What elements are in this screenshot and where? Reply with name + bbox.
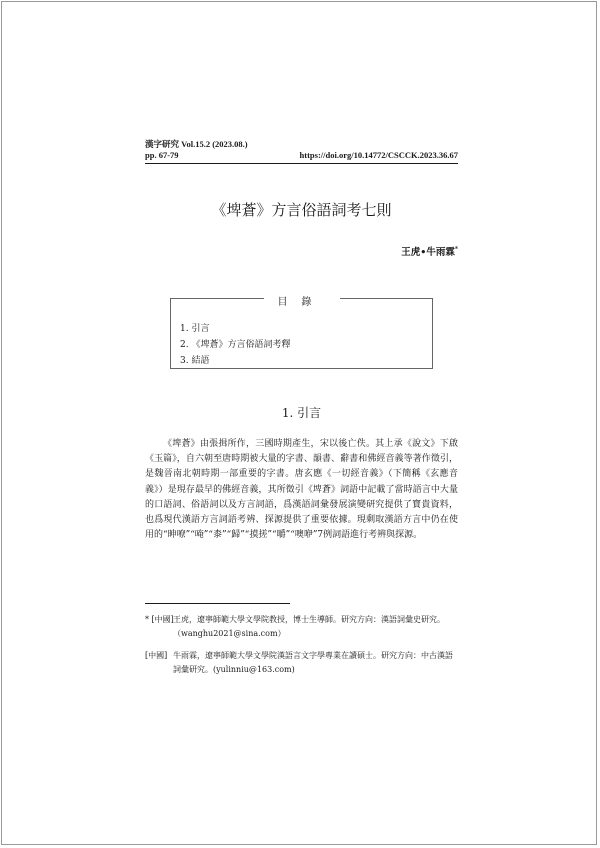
footnote-text: 王虎，遼寧師範大學文學院教授，博士生導師。研究方向：漢語詞彙史研究。（wanghu2021@sina.com） (173, 615, 445, 638)
footnote (145, 613, 458, 641)
footnote-mark: * [中國] (145, 615, 174, 624)
authors (401, 244, 458, 258)
page-border (1, 1, 597, 845)
header-rule (145, 163, 458, 164)
toc-item[interactable]: 2. 《埤蒼》方言俗語詞考釋 (180, 340, 291, 350)
body-text (145, 437, 458, 543)
footnote (145, 649, 458, 677)
table-of-contents (170, 298, 433, 369)
paragraph: 《埤蒼》由張揖所作，三國時期產生，宋以後亡佚。其上承《說文》下啟《玉篇》，自六朝至唐時期被大量的字書、韻書、辭書和佛經音義等著作徵引，是魏晉南北朝時期一部重要的字書。唐玄應《一切經音義》（下簡稱《玄應音義》）是現存最早的佛經音義，其所徵引《埤蒼》詞語中記載了當時語言中大量的口語詞、俗語詞以及方言詞語，爲漢語詞彙發展演變研究提供了寶貴資料，也爲現代漢語方言詞語考辨、探源提供了重要依據。現剩取漢語方言中仍在使用的“眒嘹”“唵”“桼”“歸”“摸搓”“嚼”“噢咿”7例詞語進行考辨與探源。 (145, 439, 458, 541)
toc-item[interactable]: 1. 引言 (180, 324, 210, 334)
toc-title: 目錄 (171, 290, 432, 309)
pages-doi-line (145, 150, 458, 160)
author-names: 王虎•牛雨霖 (401, 247, 455, 258)
toc-item[interactable]: 3. 結語 (180, 356, 210, 366)
journal-header: 漢字研究 Vol.15.2 (2023.08.) (145, 139, 248, 149)
author-footnote-mark: * (454, 245, 458, 253)
footnote-text: 牛雨霖，遼寧師範大學文學院漢語言文字學專業在讀碩士。研究方向：中古漢語詞彙研究。(yulinniu@163.com) (173, 651, 453, 674)
doi-link[interactable]: https://doi.org/10.14772/CSCCK.2023.36.67 (299, 150, 458, 160)
section-heading: 1. 引言 (281, 406, 322, 420)
footnote-mark: [中國] (145, 651, 168, 660)
page-range: pp. 67-79 (145, 150, 179, 160)
paper-title: 《埤蒼》方言俗語詞考七則 (211, 201, 392, 219)
footnote-rule (145, 603, 290, 604)
